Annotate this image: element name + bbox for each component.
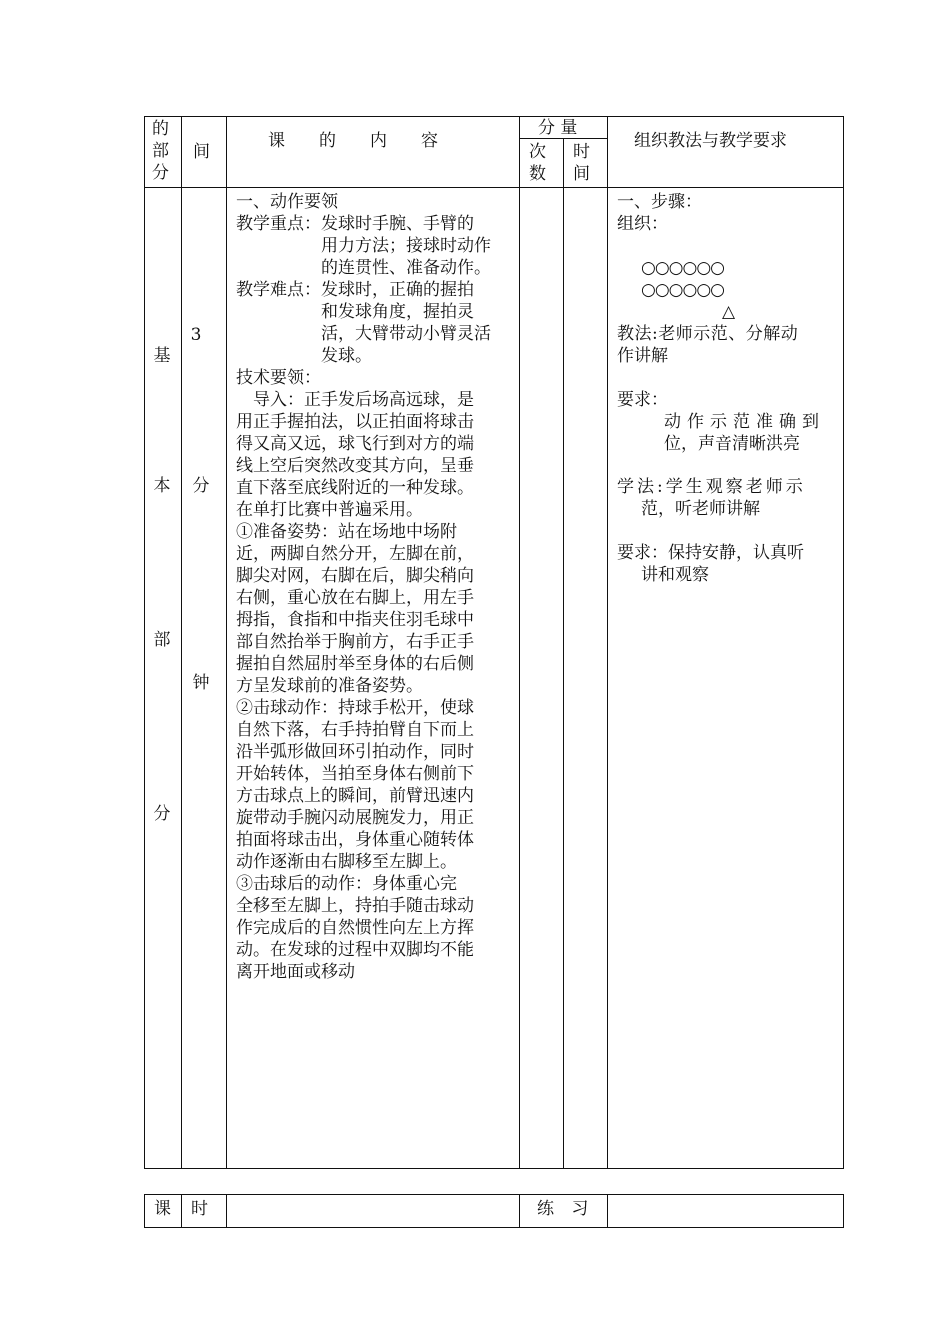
content-line: 一、动作要领 bbox=[236, 192, 338, 212]
time-unit-2: 钟 bbox=[192, 673, 210, 693]
time-unit-1: 分 bbox=[192, 476, 210, 496]
part-char-2: 本 bbox=[153, 476, 171, 496]
content-line: 右侧，重心放在右脚上，用左手 bbox=[236, 588, 474, 608]
part-char-3: 部 bbox=[153, 630, 171, 650]
content-line: 动作逐渐由右脚移至左脚上。 bbox=[236, 852, 457, 872]
content-line: 自然下落，右手持拍臂自下而上 bbox=[236, 720, 474, 740]
header-amount-column: 分 量 bbox=[538, 118, 578, 138]
header-content-column: 课 的 内 容 bbox=[268, 131, 438, 151]
teach-method-line-1: 教法:老师示范、分解动 bbox=[617, 324, 799, 344]
content-line: 用力方法；接球时动作 bbox=[236, 236, 491, 256]
method-org: 组织： bbox=[617, 214, 668, 234]
content-line: 方呈发球前的准备姿势。 bbox=[236, 676, 423, 696]
header-method-column: 组织教法与教学要求 bbox=[634, 131, 787, 151]
content-line: 近，两脚自然分开，左脚在前， bbox=[236, 544, 474, 564]
requirement-2-line-2: 讲和观察 bbox=[641, 565, 709, 585]
content-line: 开始转体，当拍至身体右侧前下 bbox=[236, 764, 474, 784]
learn-method-line-2: 范，听老师讲解 bbox=[641, 499, 760, 519]
content-line: 拍面将球击出，身体重心随转体 bbox=[236, 830, 474, 850]
header-count-column: 次数 bbox=[529, 142, 546, 184]
content-line: 发球。 bbox=[236, 346, 372, 366]
content-line: 部自然抬举于胸前方，右手正手 bbox=[236, 632, 474, 652]
footer-lesson-char-1: 课 bbox=[154, 1199, 171, 1219]
header-duration-column: 时间 bbox=[573, 142, 590, 184]
content-line: 技术要领： bbox=[236, 368, 321, 388]
header-time-column: 间 bbox=[193, 142, 210, 162]
method-steps: 一、步骤： bbox=[617, 192, 702, 212]
content-line: ②击球动作：持球手松开，使球 bbox=[236, 698, 474, 718]
content-line: 和发球角度，握拍灵 bbox=[236, 302, 474, 322]
requirement-1-title: 要求： bbox=[617, 390, 668, 410]
content-line: 导入：正手发后场高远球，是 bbox=[236, 390, 474, 410]
content-line: ③击球后的动作：身体重心完 bbox=[236, 874, 457, 894]
part-char-4: 分 bbox=[153, 804, 171, 824]
time-value: 3 bbox=[190, 325, 202, 345]
header-part-column: 的部分 bbox=[152, 119, 169, 183]
content-line: 在单打比赛中普遍采用。 bbox=[236, 500, 423, 520]
lesson-content bbox=[236, 191, 491, 983]
content-line: 旋带动手腕闪动展腕发力，用正 bbox=[236, 808, 474, 828]
formation-row-2: ○○○○○○ bbox=[641, 280, 725, 300]
content-line: 动。在发球的过程中双脚均不能 bbox=[236, 940, 474, 960]
content-line: 全移至左脚上，持拍手随击球动 bbox=[236, 896, 474, 916]
content-line: 教学难点：发球时，正确的握拍 bbox=[236, 280, 474, 300]
teacher-triangle-icon: △ bbox=[722, 302, 736, 322]
content-line: ①准备姿势：站在场地中场附 bbox=[236, 522, 457, 542]
part-char-1: 基 bbox=[153, 346, 171, 366]
teach-method-line-2: 作讲解 bbox=[617, 346, 668, 366]
content-line: 脚尖对网，右脚在后，脚尖稍向 bbox=[236, 566, 474, 586]
content-line: 方击球点上的瞬间，前臂迅速内 bbox=[236, 786, 474, 806]
footer-lesson-char-2: 时 bbox=[191, 1199, 208, 1219]
content-line: 的连贯性、准备动作。 bbox=[236, 258, 491, 278]
content-line: 教学重点：发球时手腕、手臂的 bbox=[236, 214, 474, 234]
content-line: 直下落至底线附近的一种发球。 bbox=[236, 478, 474, 498]
formation-row-1: ○○○○○○ bbox=[641, 258, 725, 278]
content-line: 得又高又远，球飞行到对方的端 bbox=[236, 434, 474, 454]
requirement-1-line-1: 动作示范准确到 bbox=[664, 412, 825, 432]
content-line: 握拍自然屈肘举至身体的右后侧 bbox=[236, 654, 474, 674]
content-line: 用正手握拍法，以正拍面将球击 bbox=[236, 412, 474, 432]
requirement-2-line-1: 要求：保持安静，认真听 bbox=[617, 543, 804, 563]
content-line: 作完成后的自然惯性向左上方挥 bbox=[236, 918, 474, 938]
content-line: 线上空后突然改变其方向，呈垂 bbox=[236, 456, 474, 476]
content-line: 沿半弧形做回环引拍动作，同时 bbox=[236, 742, 474, 762]
content-line: 拇指，食指和中指夹住羽毛球中 bbox=[236, 610, 474, 630]
content-line: 离开地面或移动 bbox=[236, 962, 355, 982]
requirement-1-line-2: 位，声音清晰洪亮 bbox=[664, 434, 800, 454]
learn-method-line-1: 学法:学生观察老师示 bbox=[617, 477, 806, 497]
content-line: 活，大臂带动小臂灵活 bbox=[236, 324, 491, 344]
footer-practice: 练 习 bbox=[537, 1199, 595, 1219]
